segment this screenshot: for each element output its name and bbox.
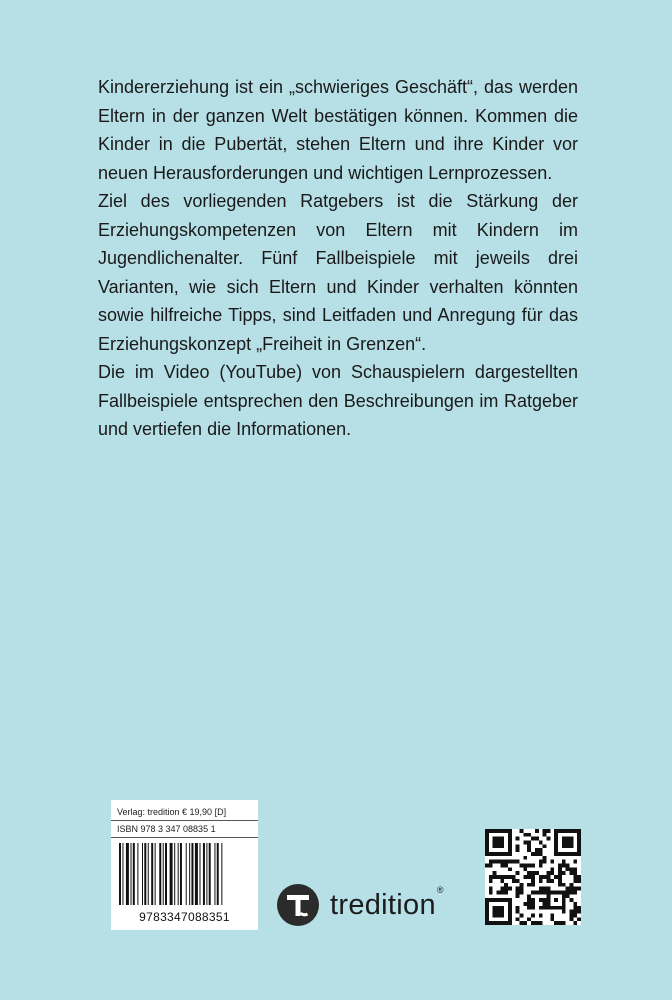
blurb-paragraph-1: Kindererziehung ist ein „schwieriges Geschäft“, das werden Eltern in der ganzen Welt bestätigen können. Kommen die Kinder in die Pubertät, stehen Eltern und ihre Kinder vor neuen Herausforderungen und wichtigen Lernprozessen. xyxy=(98,77,578,183)
tredition-t-logo-icon xyxy=(276,883,320,927)
barcode-separator xyxy=(111,837,258,838)
isbn-line: ISBN 978 3 347 08835 1 xyxy=(117,824,216,834)
publisher-logo xyxy=(276,883,444,927)
cover-blurb xyxy=(98,73,578,444)
blurb-paragraph-3: Die im Video (YouTube) von Schauspielern dargestellten Fallbeispiele entsprechen den Beschreibungen im Ratgeber und vertiefen die Informationen. xyxy=(98,362,578,439)
publisher-price-line: Verlag: tredition € 19,90 [D] xyxy=(117,807,227,817)
barcode-separator xyxy=(111,820,258,821)
barcode-number: 9783347088351 xyxy=(139,910,230,924)
blurb-paragraph-2: Ziel des vorliegenden Ratgebers ist die Stärkung der Erziehungskompetenzen von Eltern mit Kindern im Jugendlichenalter. Fünf Fallbeispiele mit jeweils drei Varianten, wie sich Eltern und Kinder verhalten könnten sowie hilfreiche Tipps, sind Leitfaden und Anregung für das Erziehungskonzept „Freiheit in Grenzen“. xyxy=(98,191,578,354)
isbn-barcode-box xyxy=(111,800,258,930)
publisher-name: tredition® xyxy=(330,884,444,921)
qr-code-icon xyxy=(485,829,581,925)
barcode-bars-icon xyxy=(119,843,250,905)
